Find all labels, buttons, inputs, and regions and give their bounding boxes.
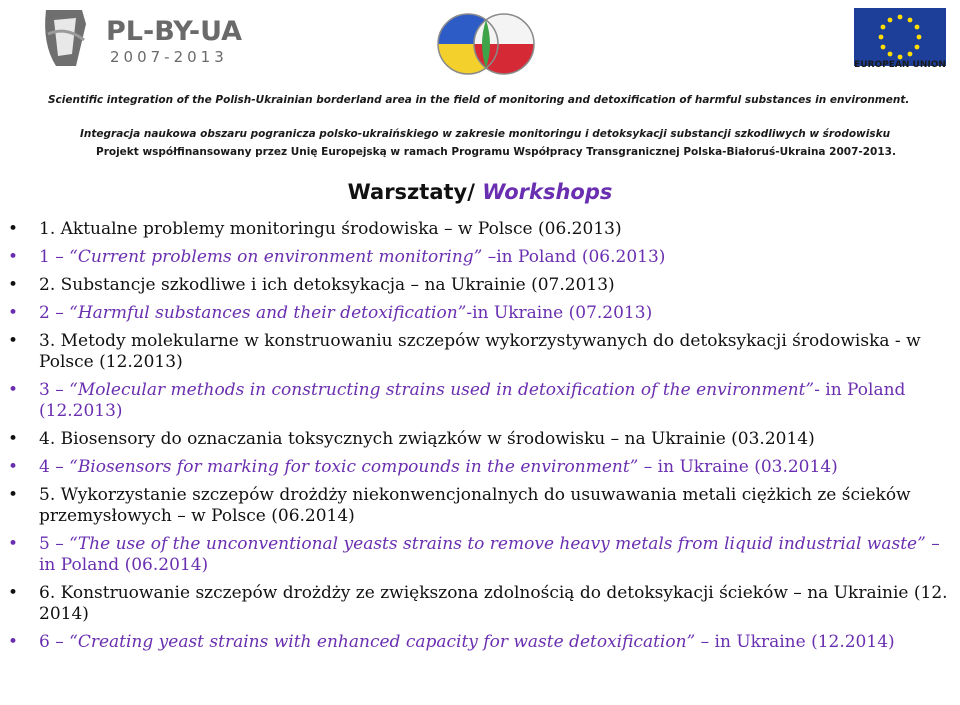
workshop-number: 4 – (39, 457, 70, 477)
workshop-text: 4. Biosensory do oznaczania toksycznych związków w środowisku – na Ukrainie (03.2014) (39, 429, 815, 449)
bullet-icon: • (8, 457, 19, 477)
header-english: Scientific integration of the Polish-Ukrainian borderland area in the field of monitoring and detoxification of harmful substances in environment. (48, 94, 910, 106)
bullet-icon: • (8, 485, 19, 505)
workshop-list (0, 219, 959, 660)
workshop-title: “Molecular methods in constructing strains used in detoxification of the environment” (69, 380, 815, 400)
bullet-icon: • (8, 380, 19, 400)
workshop-place-date: -in Ukraine (07.2013) (466, 303, 653, 323)
pl-by-ua-logo (36, 4, 250, 72)
workshop-place-date: – in Ukraine (12.2014) (700, 632, 895, 652)
workshop-title: “Harmful substances and their detoxification” (69, 303, 467, 323)
workshop-text: 2. Substancje szkodliwe i ich detoksykacja – na Ukrainie (07.2013) (39, 275, 615, 295)
workshop-number: 1 – (39, 247, 70, 267)
workshop-item-polish (0, 275, 959, 296)
bullet-icon: • (8, 429, 19, 449)
workshop-item-english (0, 534, 959, 576)
workshop-item-english (0, 457, 959, 478)
workshop-title: “Creating yeast strains with enhanced capacity for waste detoxification” (69, 632, 701, 652)
bullet-icon: • (8, 583, 19, 603)
bullet-icon: • (8, 247, 19, 267)
workshop-item-polish (0, 583, 959, 625)
bullet-icon: • (8, 632, 19, 652)
workshop-number: 6 – (39, 632, 70, 652)
bullet-icon: • (8, 534, 19, 554)
workshop-item-english (0, 380, 959, 422)
workshop-number: 3 – (39, 380, 70, 400)
workshop-text: 5. Wykorzystanie szczepów drożdży niekonwencjonalnych do usuwawania metali ciężkich ze ścieków przemysłowych – w Polsce (06.2014) (39, 485, 911, 526)
workshop-title: “The use of the unconventional yeasts strains to remove heavy metals from liquid industrial waste” (69, 534, 932, 554)
workshop-item-polish (0, 485, 959, 527)
bullet-icon: • (8, 219, 19, 239)
workshop-item-english (0, 632, 959, 653)
header-cofinancing: Projekt współfinansowany przez Unię Europejską w ramach Programu Współpracy Transgranicznej Polska-Białoruś-Ukraina 2007-2013. (96, 146, 896, 158)
workshop-title: “Biosensors for marking for toxic compounds in the environment” (69, 457, 644, 477)
workshop-place-date: – in Ukraine (03.2014) (643, 457, 838, 477)
page-title (0, 180, 960, 204)
header-polish: Integracja naukowa obszaru pogranicza polsko-ukraińskiego w zakresie monitoringu i detoksykacji substancji szkodliwych w środowisku (80, 128, 891, 140)
plbyua-name: PL-BY-UA (106, 16, 243, 47)
workshop-item-polish (0, 429, 959, 450)
workshop-text: 3. Metody molekularne w konstruowaniu szczepów wykorzystywanych do detoksykacji środowiska - w Polsce (12.2013) (39, 331, 921, 372)
workshop-text: 1. Aktualne problemy monitoringu środowiska – w Polsce (06.2013) (39, 219, 622, 239)
title-polish: Warsztaty/ (347, 180, 483, 204)
workshop-text: 6. Konstruowanie szczepów drożdży ze zwiększona zdolnością do detoksykacji ścieków – na Ukrainie (12. 2014) (39, 583, 948, 624)
workshop-title: “Current problems on environment monitoring” (69, 247, 488, 267)
bullet-icon: • (8, 275, 19, 295)
bullet-icon: • (8, 331, 19, 351)
workshop-number: 5 – (39, 534, 70, 554)
workshop-place-date: - in Poland (12.2013) (39, 380, 906, 421)
workshop-number: 2 – (39, 303, 70, 323)
workshop-place-date: – in Poland (06.2014) (39, 534, 940, 575)
workshop-item-polish (0, 219, 959, 240)
workshop-item-english (0, 247, 959, 268)
workshop-item-polish (0, 331, 959, 373)
bullet-icon: • (8, 303, 19, 323)
title-english: Workshops (482, 180, 613, 204)
ukraine-poland-flags-logo (430, 6, 542, 82)
eu-caption: EUROPEAN UNION (854, 60, 946, 70)
workshop-item-english (0, 303, 959, 324)
workshop-place-date: –in Poland (06.2013) (487, 247, 666, 267)
plbyua-years: 2007-2013 (110, 48, 228, 66)
